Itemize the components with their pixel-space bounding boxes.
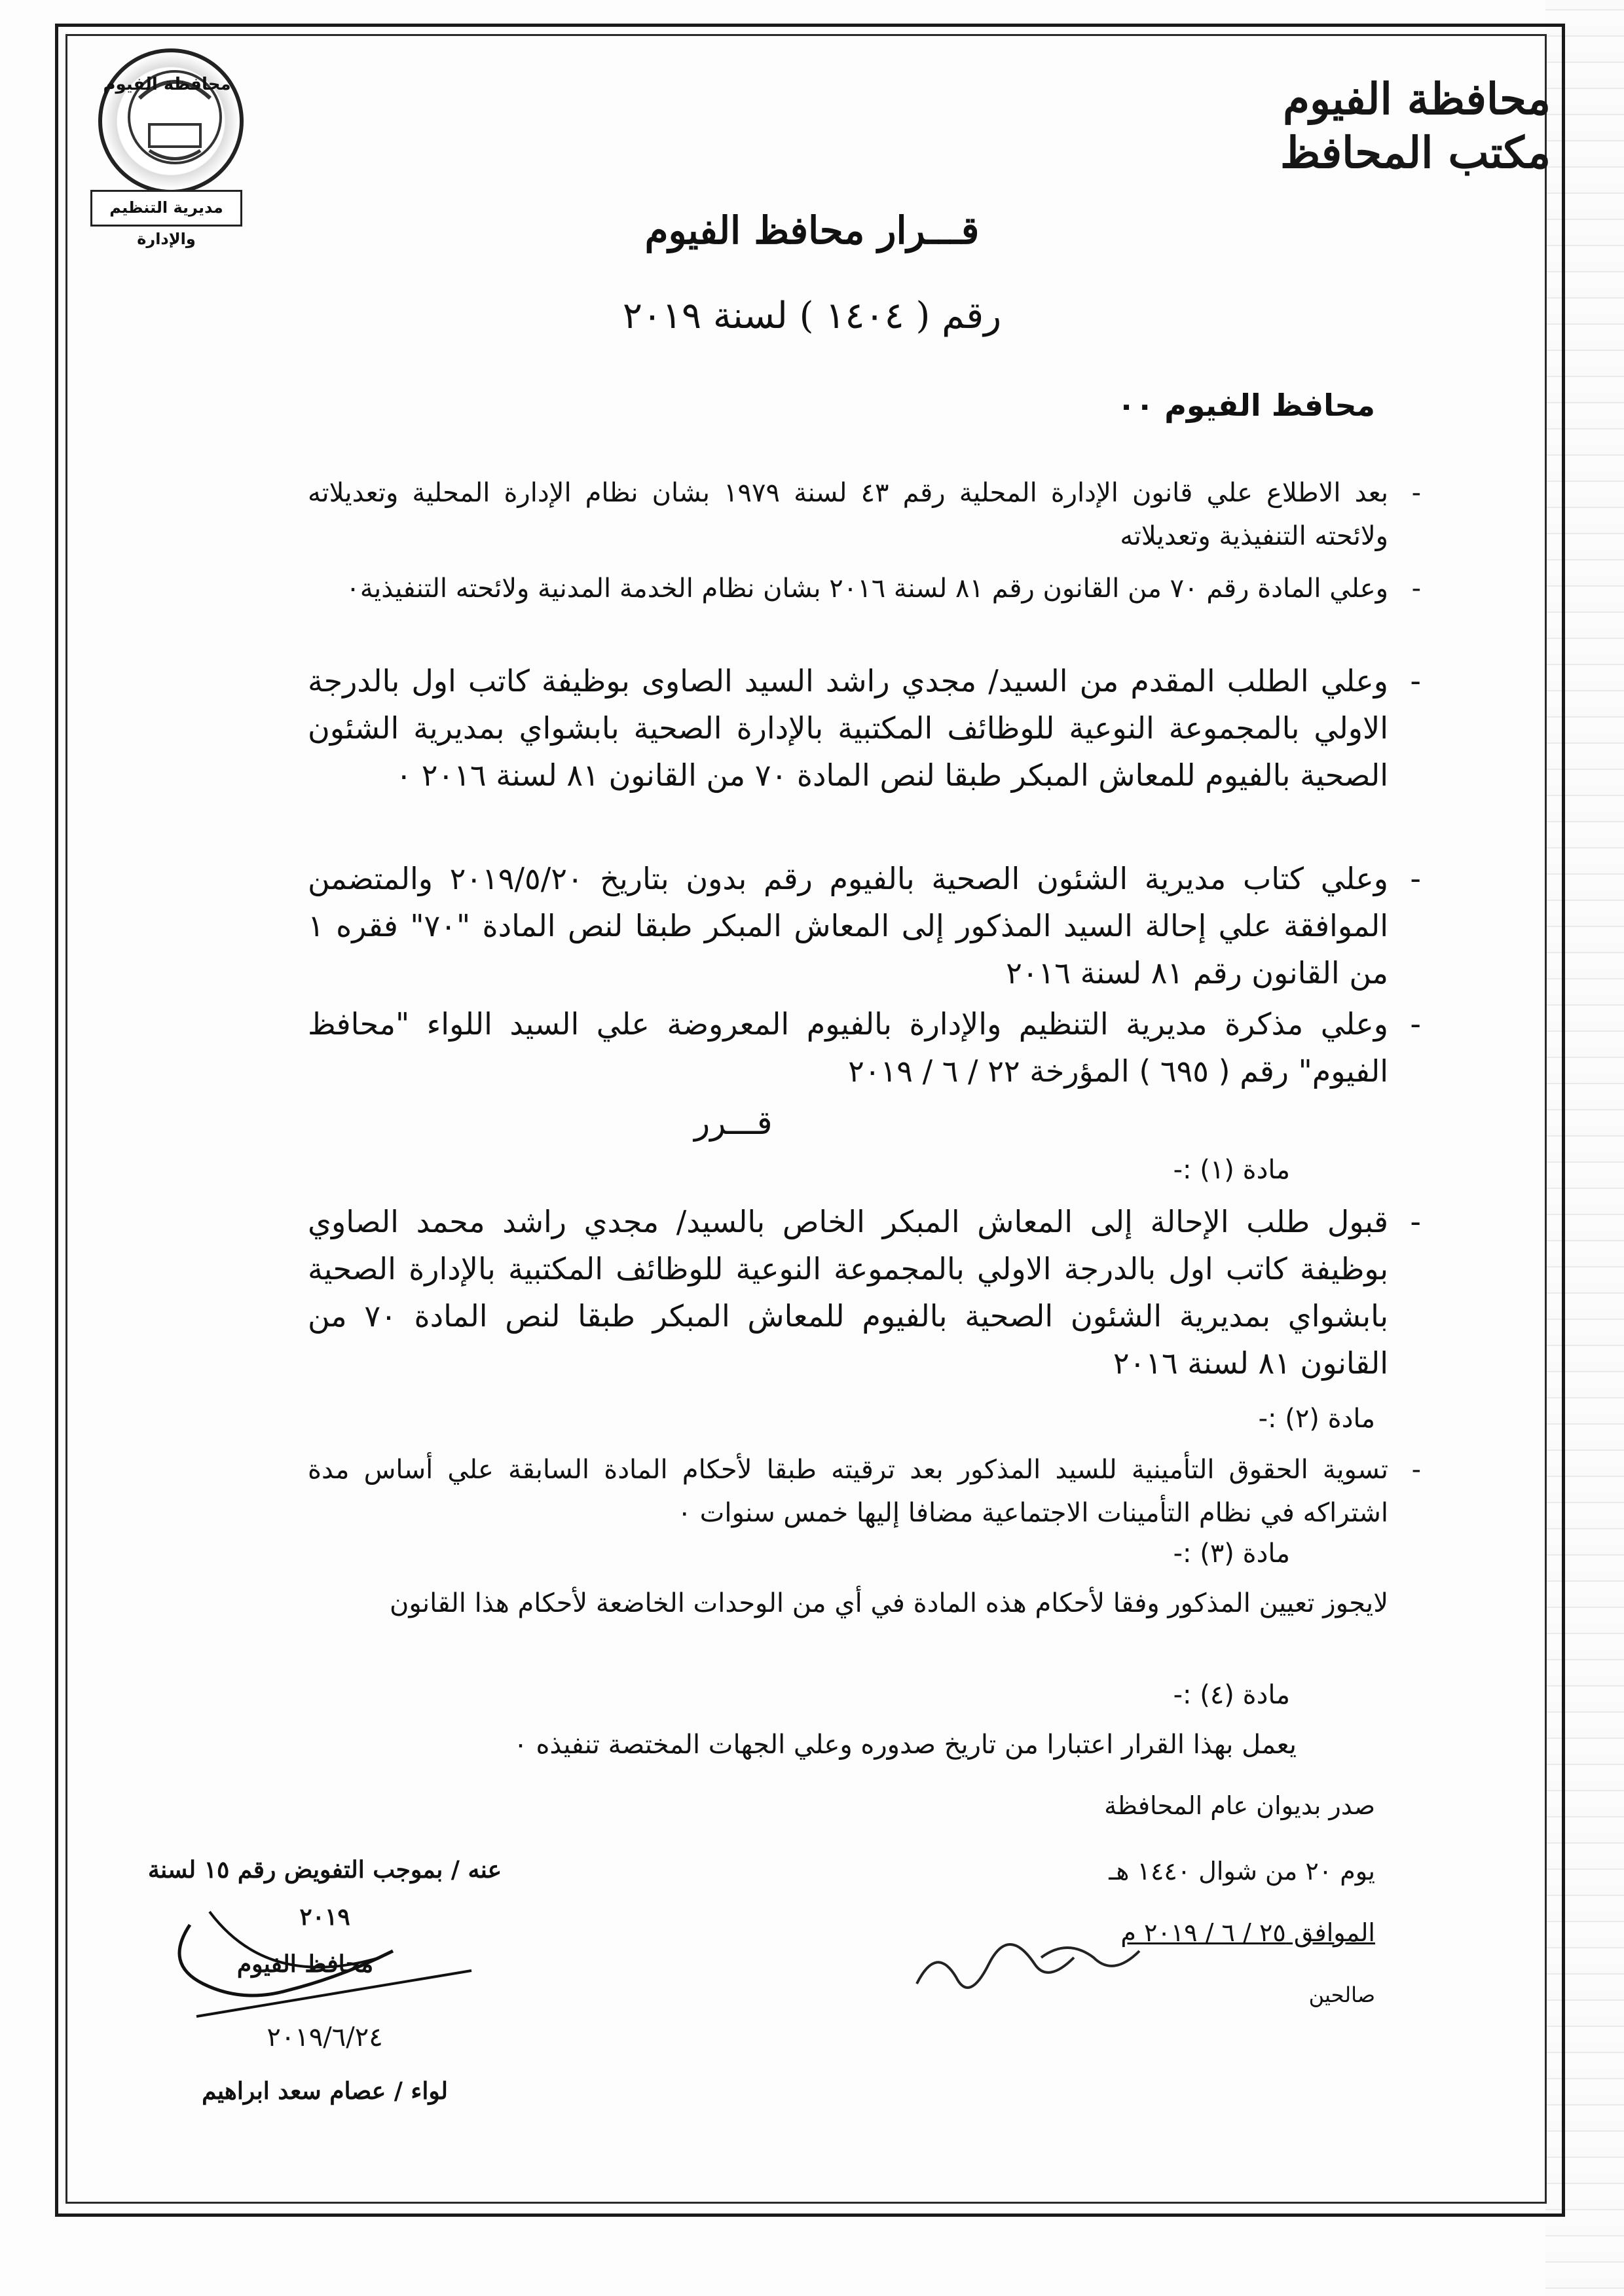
signature-date: ٢٠١٩/٦/٢٤ [267,2022,383,2052]
authorized-signature [141,1846,508,2115]
gregorian-date: الموافق ٢٥ / ٦ / ٢٠١٩ م [1120,1918,1375,1947]
signer-name: لواء / عصام سعد ابراهيم [202,2077,448,2105]
office-name: مكتب المحافظ [1280,127,1551,178]
preamble-item: - وعلي المادة رقم ٧٠ من القانون رقم ٨١ لسنة ٢٠١٦ بشان نظام الخدمة المدنية ولائحته التنفيذية٠ [308,567,1388,610]
decided-heading: قـــرر [694,1104,773,1142]
article-text: يعمل بهذا القرار اعتبارا من تاريخ صدوره وعلي الجهات المختصة تنفيذه ٠ [513,1730,1297,1760]
preamble-item: - وعلي الطلب المقدم من السيد/ مجدي راشد السيد الصاوى بوظيفة كاتب اول بالدرجة الاولي بالمجموعة النوعية للوظائف المكتبية بالإدارة الصحية بابشواي بمديرية الشئون الصحية بالفيوم للمعاش المبكر طبقا لنص المادة ٧٠ من القانون ٨١ لسنة ٢٠١٦ ٠ [308,657,1388,799]
governorate-name: محافظة الفيوم [1283,73,1551,124]
emblem-drawing-icon [110,52,240,182]
closing-word: صالحين [1308,1982,1375,2007]
addressee: محافظ الفيوم ٠٠ [1117,388,1375,423]
authorization-line: عنه / بموجب التفويض رقم ١٥ لسنة ٢٠١٩ [147,1856,502,1931]
decision-title: قـــرار محافظ الفيوم [644,208,980,253]
organization-logo [90,48,248,248]
article-label: مادة (٢) :- [1258,1404,1375,1434]
article-text: - قبول طلب الإحالة إلى المعاش المبكر الخاص بالسيد/ مجدي راشد محمد الصاوي بوظيفة كاتب اول بالدرجة الاولي بالمجموعة النوعية للوظائف المكتبية بالإدارة الصحية بابشواي بمديرية الشئون الصحية بالفيوم للمعاش المبكر طبقا لنص المادة ٧٠ من القانون ٨١ لسنة ٢٠١٦ [308,1198,1388,1387]
preamble-item: - وعلي مذكرة مديرية التنظيم والإدارة بالفيوم المعروضة علي السيد اللواء "محافظ الفيوم" رقم ( ٦٩٥ ) المؤرخة ٢٢ / ٦ / ٢٠١٩ [308,1000,1388,1095]
emblem-icon [98,48,244,194]
article-label: مادة (١) :- [1173,1155,1290,1185]
letterhead [1280,72,1551,179]
signer-title: محافظ الفيوم [236,1950,374,1978]
preamble-item: - وعلي كتاب مديرية الشئون الصحية بالفيوم رقم بدون بتاريخ ٢٠١٩/٥/٢٠ والمتضمن الموافقة علي إحالة السيد المذكور إلى المعاش المبكر طبقا لنص المادة "٧٠" فقره ١ من القانون رقم ٨١ لسنة ٢٠١٦ [308,855,1388,996]
article-label: مادة (٣) :- [1173,1539,1290,1569]
article-text: - تسوية الحقوق التأمينية للسيد المذكور بعد ترقيته طبقا لأحكام المادة السابقة علي أساس مدة اشتراكه في نظام التأمينات الاجتماعية مضافا إليها خمس سنوات ٠ [308,1448,1388,1535]
hijri-date: يوم ٢٠ من شوال ١٤٤٠ هـ [1109,1857,1375,1886]
decision-number: رقم ( ١٤٠٤ ) لسنة ٢٠١٩ [622,295,1002,337]
emblem-text: محافظة الفيوم [103,75,231,94]
preamble-item: - بعد الاطلاع علي قانون الإدارة المحلية رقم ٤٣ لسنة ١٩٧٩ بشان نظام الإدارة المحلية وتعديلاته ولائحته التنفيذية وتعديلاته [308,471,1388,558]
issued-place: صدر بديوان عام المحافظة [1104,1791,1375,1820]
article-text: لايجوز تعيين المذكور وفقا لأحكام هذه المادة في أي من الوحدات الخاضعة لأحكام هذا القانون [390,1588,1388,1618]
article-label: مادة (٤) :- [1173,1680,1290,1710]
logo-label: مديرية التنظيم والإدارة [90,190,242,227]
